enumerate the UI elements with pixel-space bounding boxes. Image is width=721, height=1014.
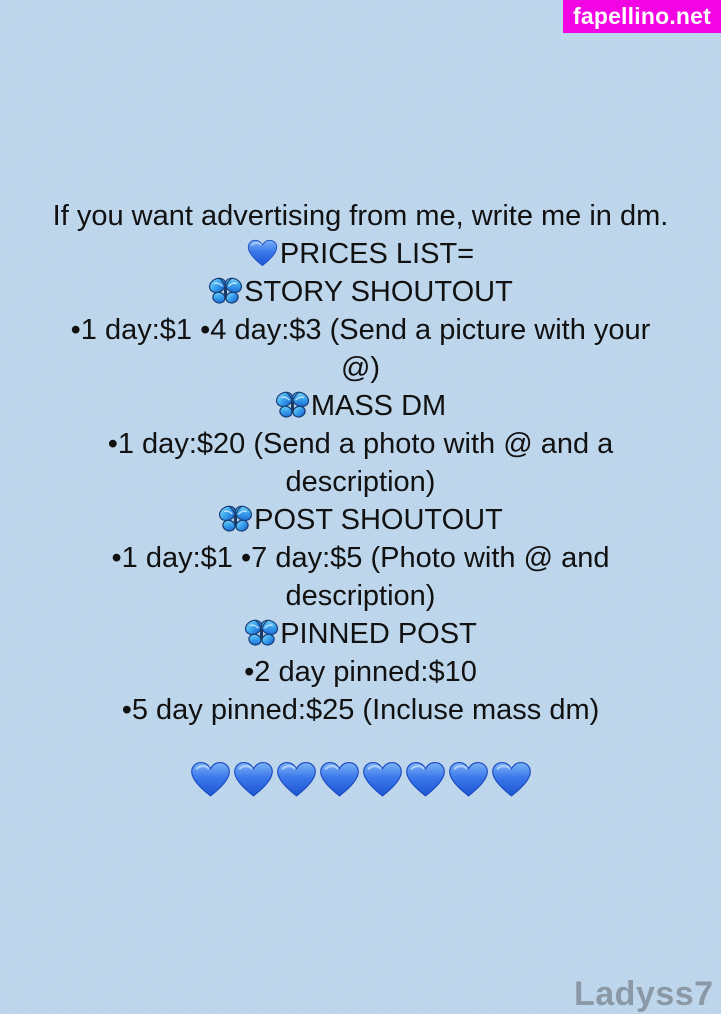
- flyer-line: [0, 387, 721, 425]
- flyer-line: [0, 311, 721, 349]
- flyer-line-text: •1 day:$1 •7 day:$5 (Photo with @ and: [111, 542, 610, 574]
- flyer-line-text: PINNED POST: [280, 618, 477, 650]
- flyer-line-text: •1 day:$20 (Send a photo with @ and a: [107, 428, 614, 460]
- flyer-line-text: POST SHOUTOUT: [254, 504, 503, 536]
- flyer-line-text: @): [340, 352, 381, 384]
- flyer-line-text: STORY SHOUTOUT: [244, 276, 513, 308]
- flyer-lines: [0, 197, 721, 729]
- flyer-line-text: description): [285, 466, 436, 498]
- butterfly-icon: [244, 616, 279, 651]
- blue-heart-icon: [405, 761, 446, 799]
- butterfly-icon: [208, 274, 243, 309]
- flyer-line: [0, 539, 721, 577]
- blue-heart-icon: [491, 761, 532, 799]
- flyer-line-text: PRICES LIST=: [279, 238, 475, 270]
- site-banner: [563, 0, 721, 33]
- flyer-line-text: MASS DM: [310, 390, 447, 422]
- blue-heart-icon: [448, 761, 489, 799]
- flyer-line: [0, 653, 721, 691]
- blue-heart-icon: [319, 761, 360, 799]
- blue-heart-icon: [362, 761, 403, 799]
- flyer-line-text: •2 day pinned:$10: [244, 656, 477, 688]
- watermark: Ladyss7: [574, 975, 714, 1013]
- flyer-line-text: If you want advertising from me, write me in dm.: [52, 200, 669, 232]
- blue-heart-icon: [276, 761, 317, 799]
- site-banner-label: fapellino.net: [572, 3, 712, 29]
- flyer-line: [0, 691, 721, 729]
- flyer-line: [0, 235, 721, 273]
- flyer-line: [0, 349, 721, 387]
- flyer-line: [0, 615, 721, 653]
- blue-heart-icon: [247, 239, 278, 268]
- flyer-line: [0, 425, 721, 463]
- blue-heart-icon: [233, 761, 274, 799]
- flyer-line: [0, 273, 721, 311]
- flyer-line: [0, 463, 721, 501]
- hearts-row: [0, 761, 721, 799]
- butterfly-icon: [275, 388, 310, 423]
- butterfly-icon: [218, 502, 253, 537]
- flyer-line-text: •1 day:$1 •4 day:$3 (Send a picture with your: [70, 314, 651, 346]
- flyer-line: [0, 501, 721, 539]
- flyer-line-text: •5 day pinned:$25 (Incluse mass dm): [121, 694, 600, 726]
- flyer-line-text: description): [285, 580, 436, 612]
- flyer-line: [0, 197, 721, 235]
- flyer-line: [0, 577, 721, 615]
- blue-heart-icon: [190, 761, 231, 799]
